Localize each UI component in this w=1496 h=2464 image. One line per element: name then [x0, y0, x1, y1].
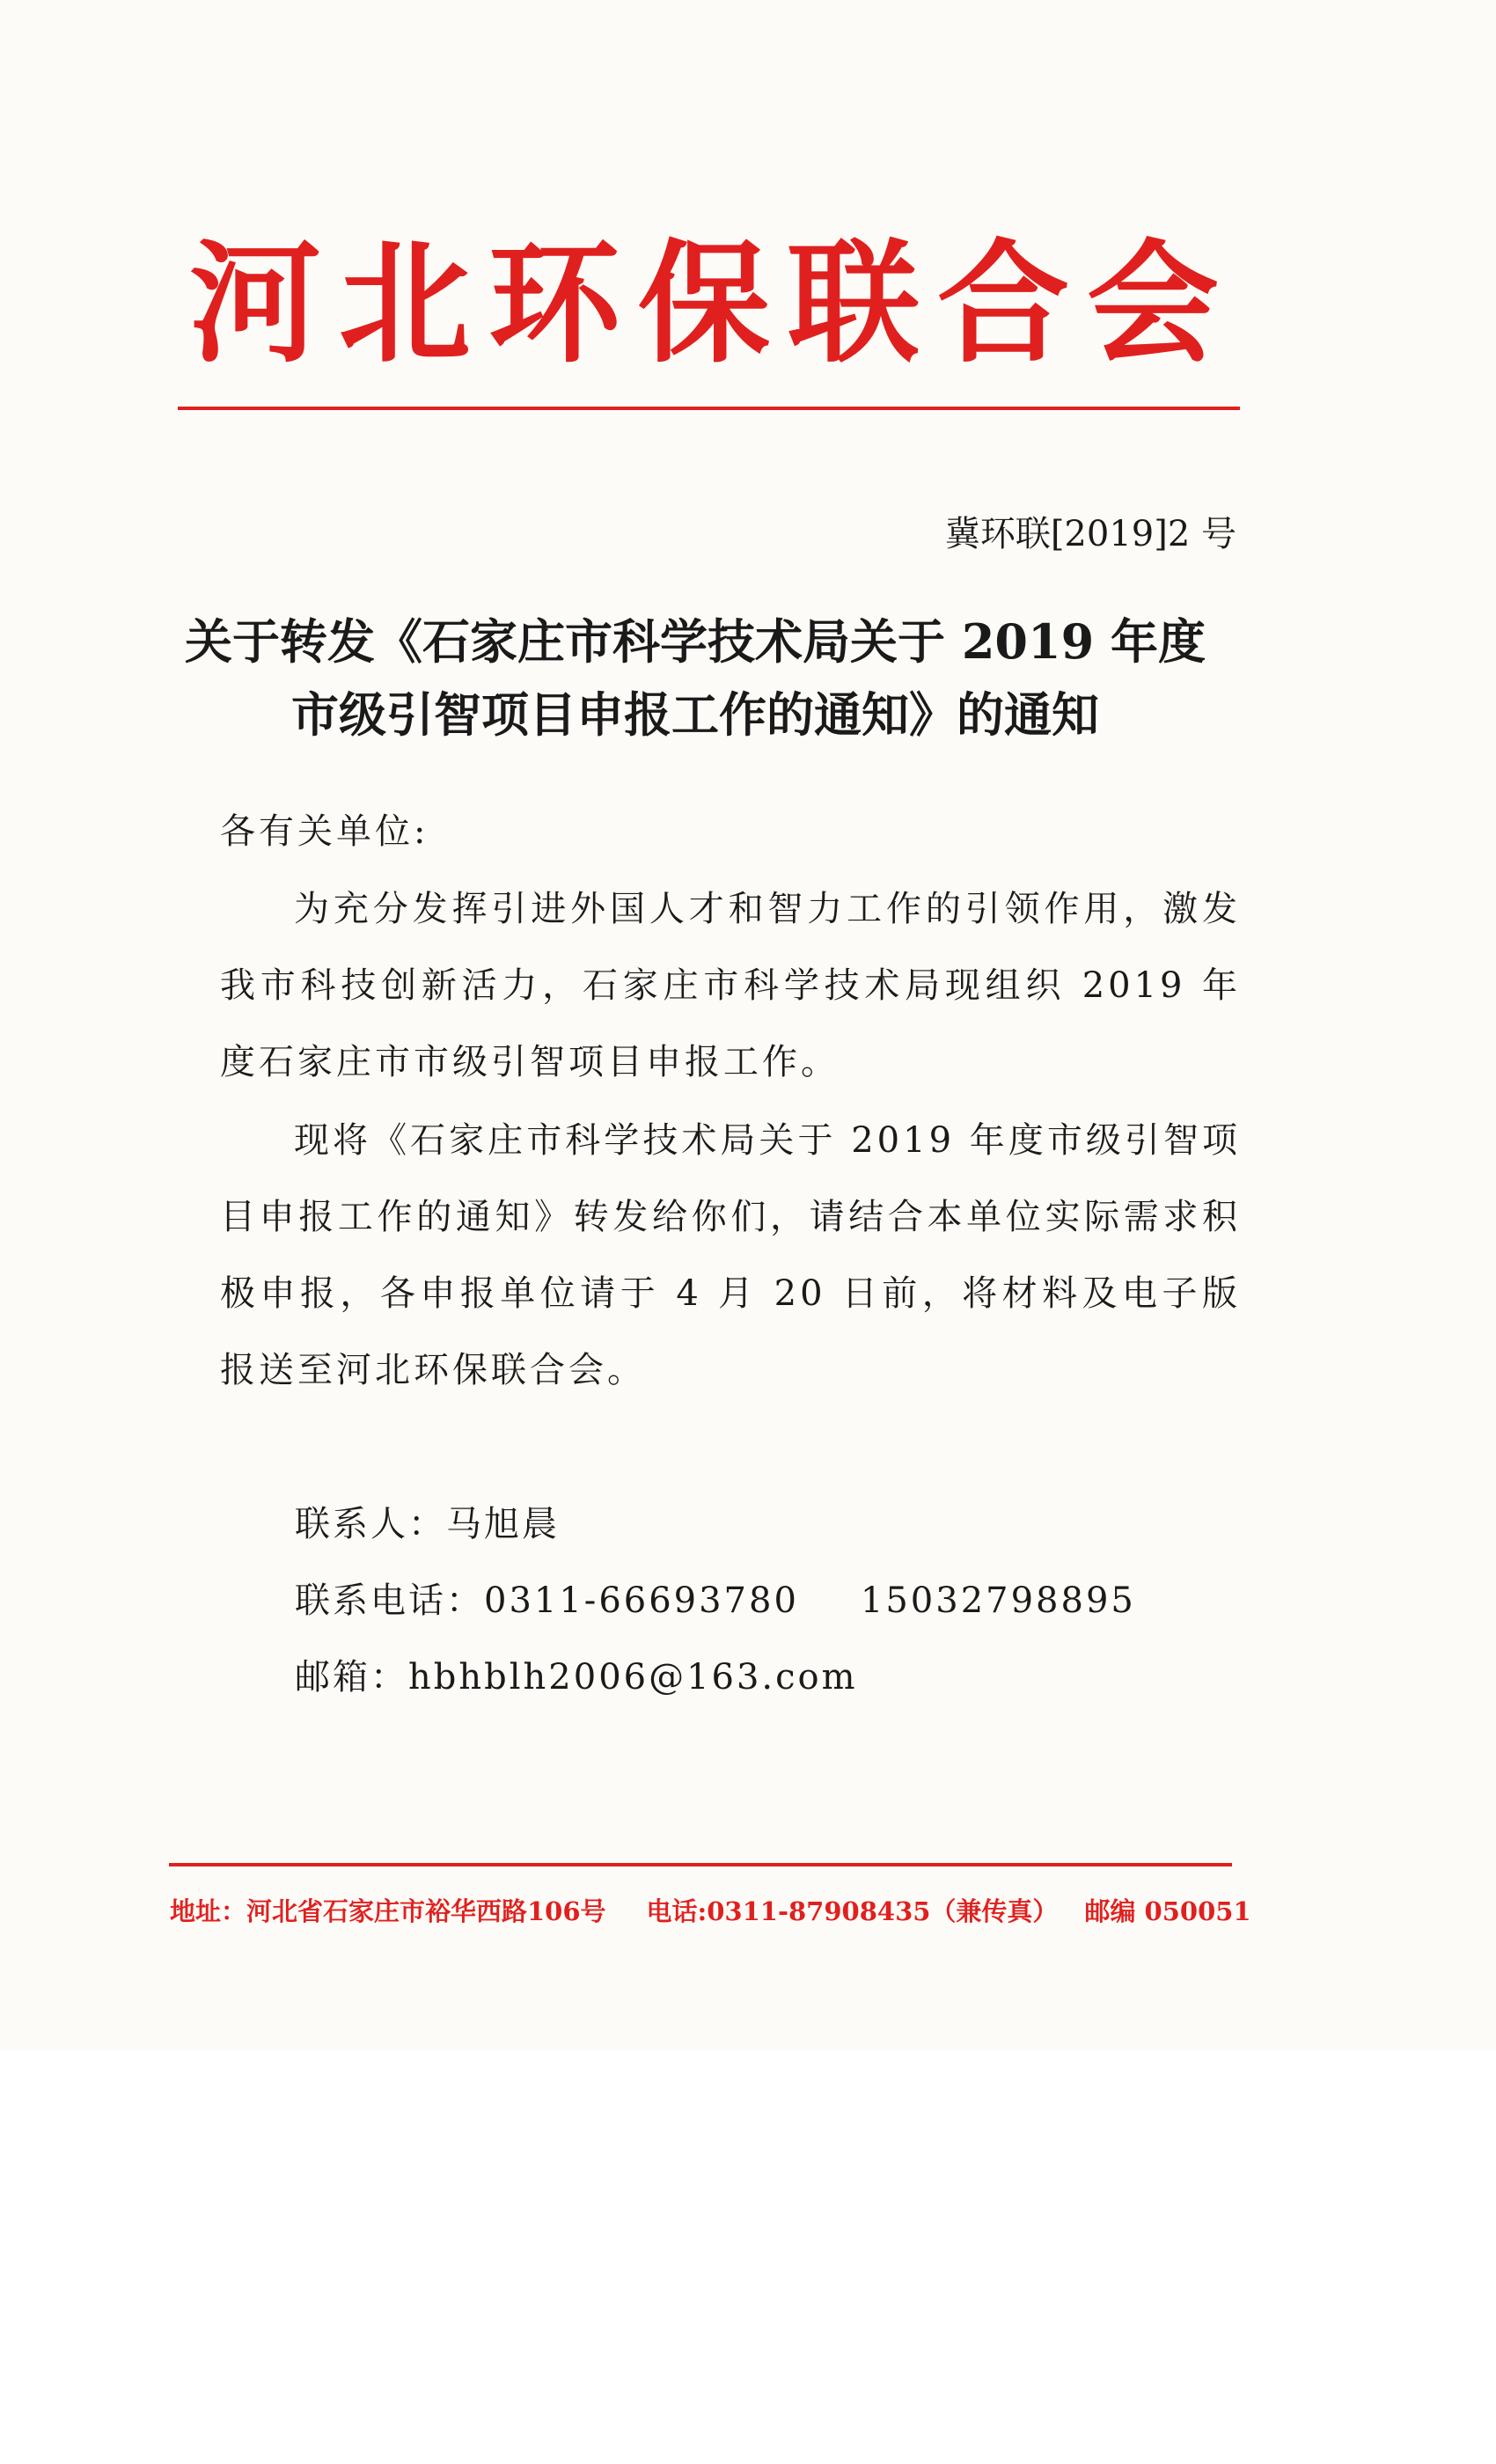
letterhead-footer: [170, 1892, 1251, 1928]
body-paragraph-1: 为充分发挥引进外国人才和智力工作的引领作用，激发我市科技创新活力，石家庄市科学技术局现组织 2019 年度石家庄市市级引智项目申报工作。: [220, 889, 1241, 1082]
contact-email-line: [295, 1649, 858, 1699]
body-paragraph-2: 现将《石家庄市科学技术局关于 2019 年度市级引智项目申报工作的通知》转发给你们，请结合本单位实际需求积极申报，各申报单位请于 4 月 20 日前，将材料及电子版报送至河北环保联合会。: [220, 1120, 1241, 1390]
footer-postcode: 邮编 050051: [1084, 1896, 1251, 1926]
document-number: 冀环联[2019]2 号: [944, 514, 1236, 554]
document-title-line-1: 关于转发《石家庄市科学技术局关于 2019 年度: [185, 613, 1206, 670]
contact-email: hbhblh2006@163.com: [408, 1657, 858, 1698]
contact-phone-2: 15032798895: [860, 1580, 1136, 1621]
salutation: 各有关单位:: [220, 811, 429, 852]
footer-address: 地址：河北省石家庄市裕华西路106号: [170, 1896, 606, 1926]
footer-phone: 电话:0311-87908435（兼传真）: [646, 1896, 1059, 1926]
footer-divider: [169, 1863, 1232, 1866]
contact-person: 联系人：马旭晨: [295, 1504, 560, 1544]
contact-phone-label: 联系电话：: [295, 1580, 484, 1621]
contact-phone-line: [295, 1573, 1136, 1623]
contact-phone-1: 0311-66693780: [484, 1580, 799, 1621]
contact-email-label: 邮箱：: [295, 1657, 408, 1698]
document-title-line-2: 市级引智项目申报工作的通知》的通知: [291, 686, 1099, 743]
letterhead-divider: [178, 407, 1240, 410]
letterhead-title: 河北环保联合会: [188, 226, 1236, 381]
